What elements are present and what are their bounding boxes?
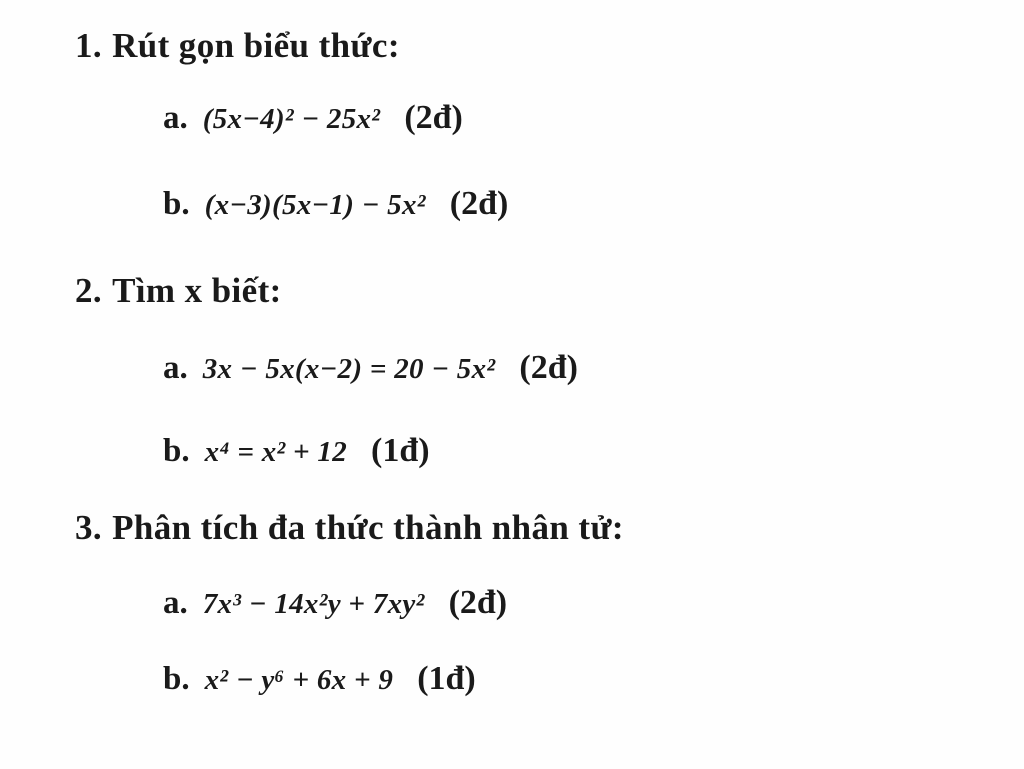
problem-1-title: Rút gọn biểu thức: <box>112 26 400 65</box>
part-label: a. <box>163 350 188 386</box>
part-label: a. <box>163 585 188 621</box>
problem-2-heading <box>75 271 282 311</box>
problem-3-heading <box>75 508 624 548</box>
points-badge: (1đ) <box>417 660 476 697</box>
problem-2-number: 2. <box>75 271 103 310</box>
points-badge: (2đ) <box>404 99 463 136</box>
points-badge: (1đ) <box>371 432 430 469</box>
problem-3-title: Phân tích đa thức thành nhân tử: <box>112 508 624 547</box>
part-label: b. <box>163 186 190 222</box>
points-badge: (2đ) <box>449 185 509 222</box>
part-label: b. <box>163 661 190 697</box>
problem-2-part-b <box>163 432 430 470</box>
math-expression: (5x−4)² − 25x² <box>202 103 381 135</box>
problem-3-number: 3. <box>75 508 103 547</box>
part-label: a. <box>163 100 188 136</box>
problem-2-part-a <box>163 349 578 387</box>
problem-3-part-b <box>163 660 476 698</box>
problem-2-title: Tìm x biết: <box>112 271 282 310</box>
problem-3-part-a <box>163 584 507 622</box>
math-expression: x⁴ = x² + 12 <box>204 436 348 468</box>
math-expression: x² − y⁶ + 6x + 9 <box>204 664 394 696</box>
problem-1-part-b <box>163 185 508 223</box>
points-badge: (2đ) <box>519 349 578 386</box>
problem-1-part-a <box>163 99 463 137</box>
part-label: b. <box>163 433 190 469</box>
problem-1-number: 1. <box>75 26 103 65</box>
problem-1-heading <box>75 26 400 66</box>
math-expression: (x−3)(5x−1) − 5x² <box>204 189 426 221</box>
math-expression: 7x³ − 14x²y + 7xy² <box>202 588 425 620</box>
points-badge: (2đ) <box>448 584 508 621</box>
math-expression: 3x − 5x(x−2) = 20 − 5x² <box>202 353 496 385</box>
